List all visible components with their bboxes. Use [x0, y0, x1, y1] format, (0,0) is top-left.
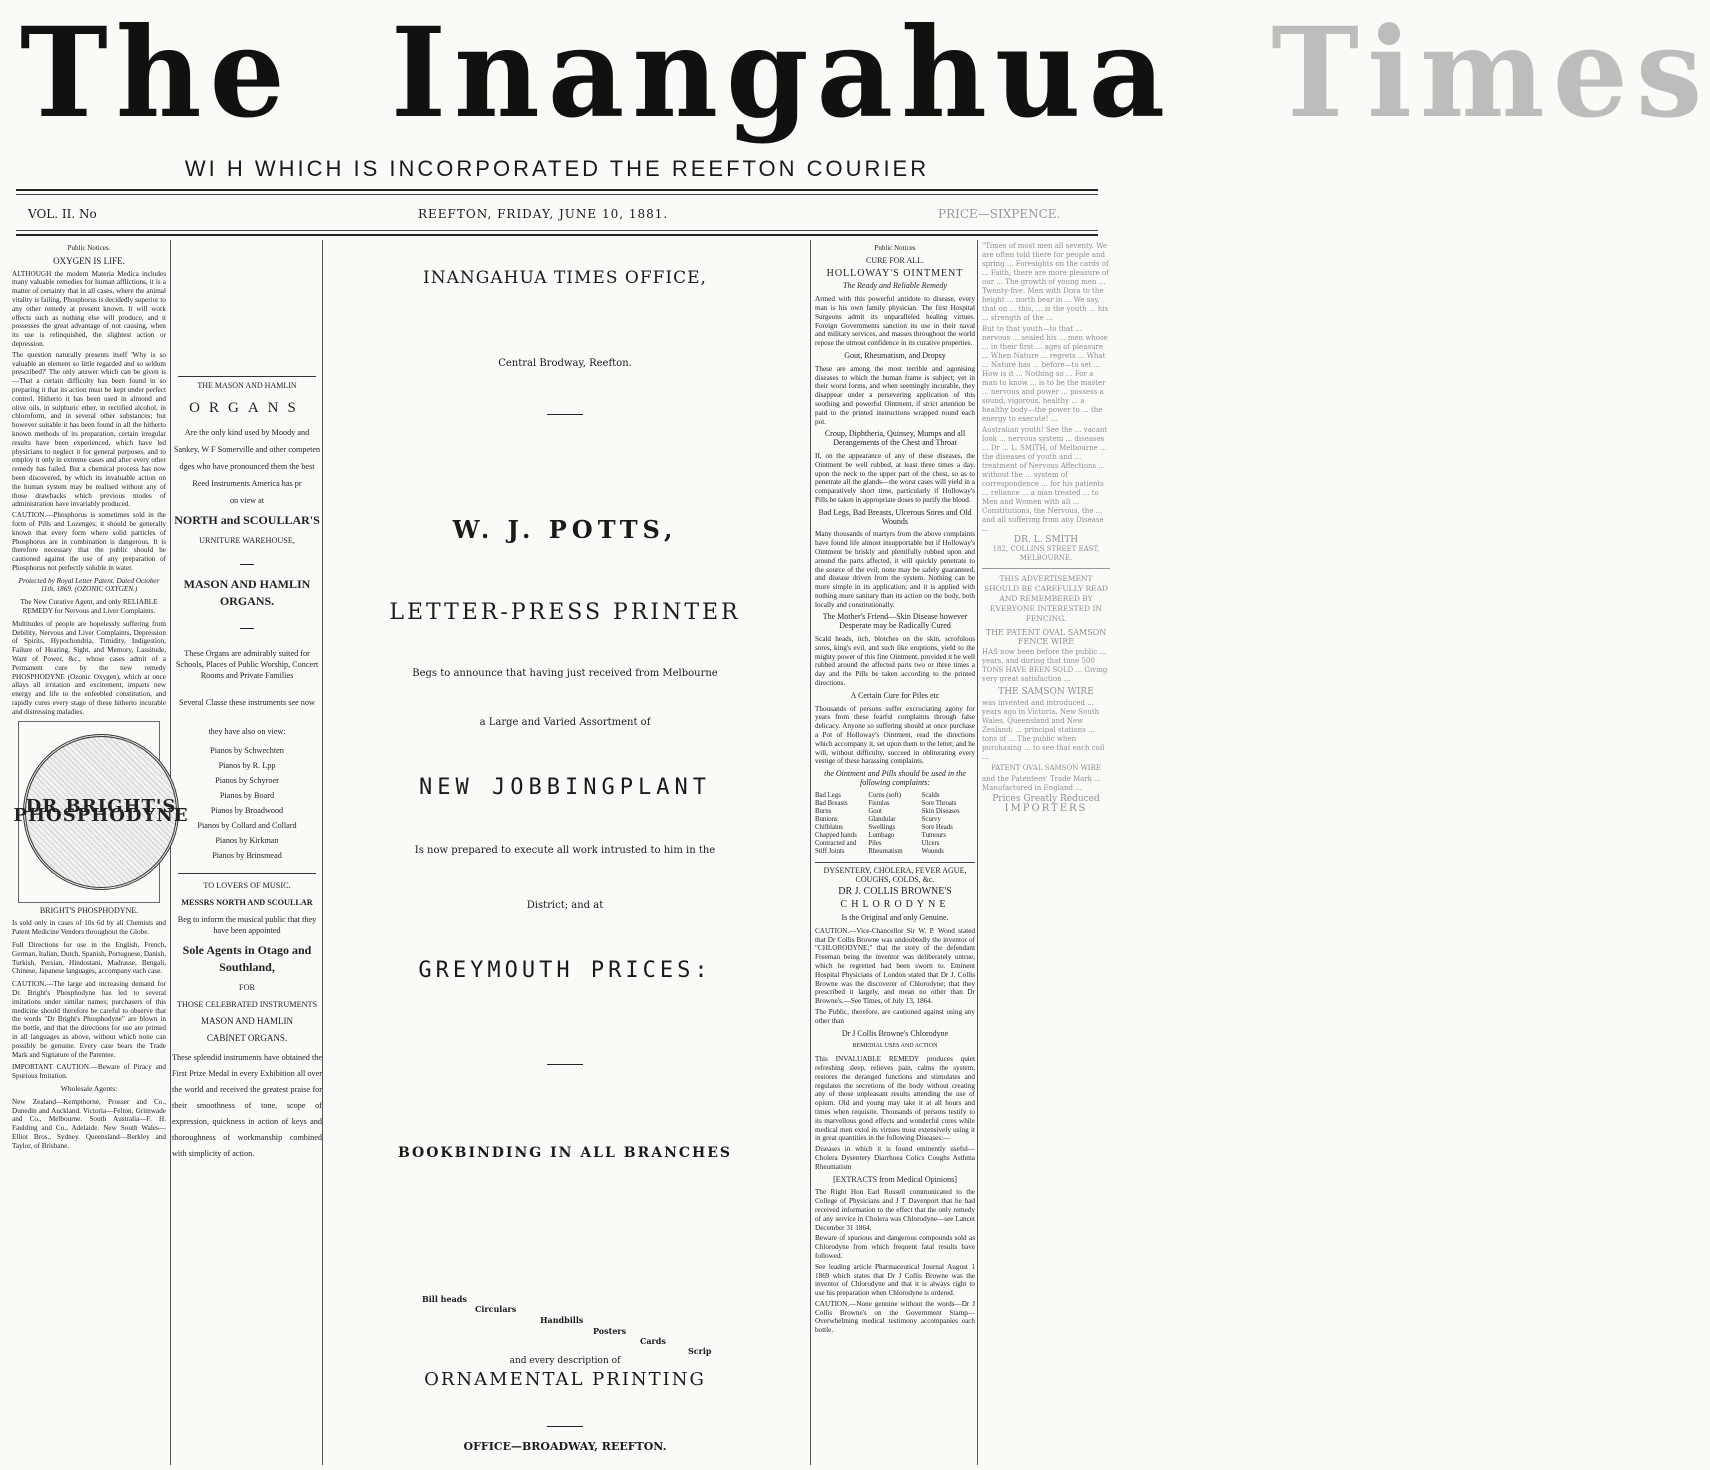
column-faded-right — [982, 240, 1110, 1465]
complaint-item: Bad Breasts — [815, 799, 848, 807]
complaint-item: Stiff Joints — [815, 847, 845, 855]
complaints-table — [815, 792, 975, 856]
title-word-times: Times — [1271, 0, 1710, 146]
ad-text: District; and at — [526, 900, 604, 911]
public-notices-label: Public Notices. — [67, 244, 111, 252]
chlorodyne-paragraph: The Right Hon Earl Russell communicated to the College of Physicians and J T Davenport that he had received information to the effect that the only remedy of any service in Cholera was Chlorodyne—see Lancet December 31 1864. — [815, 1188, 975, 1232]
column-phosphodyne — [12, 240, 189, 1465]
bright-heading: BRIGHT'S PHOSPHODYNE. — [39, 905, 139, 915]
newspaper-title — [20, 0, 1710, 146]
faded-paragraph: Australian youth! See the ... vacant look ... nervous system ... diseases ... Dr ... L. SMITH, of Melbourne ... the diseases of youth and ... treatment of Nervous Affections ... without the ... system of correspondence ... for his patients ... reliance ... a man treated ... to Men and Women with all ... Constitutions, the Nervous, the ... and all suffering from any Disease ... — [982, 426, 1108, 533]
print-item: Posters — [593, 1326, 627, 1336]
potts-heading: W. J. POTTS, — [452, 515, 678, 544]
column-holloway — [815, 240, 975, 1465]
divider — [240, 628, 254, 629]
caution-paragraph: CAUTION.—Phosphorus is sometimes sold in the form of Pills and Lozenges; it should be generally known that every form where solid particles of Phosphorus are in combination is dangerous. It is therefore necessary that the public should be cautioned against the use of any preparation of Phosphorus not perfectly soluble in water. — [12, 511, 166, 572]
divider — [547, 414, 583, 415]
holloway-paragraph: Thousands of persons suffer excruciating agony for years from these fearful complaints through false delicacy. Anyone so suffering should at once purchase a Pot of Holloway's Ointment, read the directions which accompany it, set upon them to the letter, and he will, without difficulty, succeed in obliterating every vestige of these harassing complaints. — [815, 704, 975, 766]
complaint-item: Sore Throats — [921, 799, 957, 807]
faded-paragraph: HAS now been before the public ... years, and during that time 500 TONS HAVE BEEN SOLD ... Giving very great satisfaction ... — [982, 648, 1108, 683]
messrs-heading: MESSRS NORTH AND SCOULLAR — [181, 898, 313, 907]
remedy-subheading: The Ready and Reliable Remedy — [843, 281, 947, 291]
dysentery-heading: DYSENTERY, CHOLERA, FEVER AGUE, COUGHS, COLDS, &c. — [823, 865, 967, 884]
fence-advert-heading: THIS ADVERTISEMENT SHOULD BE CAREFULLY READ AND REMEMBERED BY EVERYONE INTERESTED IN FENCING. — [983, 574, 1109, 623]
organ-text: Sankey, W F Somerville and other competen — [173, 445, 321, 454]
piano-item: Pianos by R. Lpp — [218, 761, 276, 770]
oxygen-paragraph: ALTHOUGH the modern Materia Medica includes many valuable remedies for human afflictions, it is a matter of certainty that in all cases, where the animal vitality is failing, Phosphorus is decidedly superior to any other remedy at present known. It will work effects such as nothing else will produce, and it possesses the great advantage of not causing, when its use is relinquished, the slightest action or depression. — [12, 269, 166, 348]
ornamental-heading: ORNAMENTAL PRINTING — [424, 1369, 706, 1390]
mother-heading: The Mother's Friend—Skin Disease however Desperate may be Radically Cured — [822, 612, 968, 631]
organs-heading: ORGANS — [189, 400, 305, 416]
masthead-rule-bottom-thick — [16, 234, 1098, 236]
holloway-paragraph: Armed with this powerful antidote to disease, every man is his own family physician. The first Hospital Surgeons admit its unparalleled healing virtues. Foreign Governments sanction its use in their naval and military services, and masses throughout the world repose the utmost confidence in its curative properties. — [815, 295, 975, 348]
complaint-item: Bad Legs — [815, 791, 841, 799]
ad-text: Begs to announce that having just received from Melbourne — [412, 668, 718, 679]
piano-item: Pianos by Board — [219, 791, 275, 800]
holloway-paragraph: If, on the appearance of any of these diseases, the Ointment be well rubbed, at least three times a day, upon the neck to the upper part of the chest, so as to penetrate all the glands—the worst cases will yield in a comparatively short time, particularly if Holloway's Pills be taken in appropriate doses to purify the blood. — [815, 451, 975, 504]
complaint-item: Burns — [815, 807, 832, 815]
masthead — [0, 0, 1710, 240]
newspaper-subtitle: WI H WHICH IS INCORPORATED THE REEFTON COURIER — [184, 156, 930, 181]
chlorodyne-paragraph: CAUTION.—Vice-Chancellor Sir W. P. Wood stated that Dr Collis Browne was undoubtedly the inventor of "CHLORODYNE;" that the story of the defendant Freeman being the inventor was deliberately untrue, which he regretted had been sworn to. Eminent Hospital Physicians of London stated that Dr J. Collis Browne was the discoverer of Chlorodyne; that they prescribed it largely, and mean no other than Dr Browne's.—See Times, of July 13, 1864. — [815, 926, 975, 1006]
organ-text: These Organs are admirably suited for Schools, Places of Public Worship, Concert Rooms and Private Families — [175, 649, 319, 680]
faded-paragraph: "Times of most men all seventy. We are often told there for people and spring ... Foresights on the cards of ... Faith, there are more pleasure of our ... The growth of young men ... Twenty-five. Men with Dora to the height ... north bear in ... We say, that on ... this, ... is the youth ... his ... strength of the ... — [982, 242, 1109, 322]
phosphodyne-intro: The New Curative Agent, and only RELIABLE REMEDY for Nervous and Liver Complaints. — [20, 598, 158, 616]
chlorodyne-paragraph: Beware of spurious and dangerous compounds sold as Chlorodyne from which frequent fatal results have followed. — [815, 1234, 975, 1260]
print-item: Cards — [640, 1336, 666, 1346]
collis-browne-heading: DR J. COLLIS BROWNE'S — [838, 886, 952, 898]
uses-subheading: REMEDIAL USES AND ACTION — [852, 1043, 938, 1050]
divider — [547, 1426, 583, 1427]
samson-heading: THE PATENT OVAL SAMSON FENCE WIRE — [985, 628, 1107, 646]
divider — [240, 564, 254, 565]
phosphodyne-seal-icon — [13, 734, 189, 890]
holloway-heading: HOLLOWAY'S OINTMENT — [826, 267, 964, 279]
organ-text: dges who have pronounced them the best — [179, 462, 315, 471]
piano-item: Pianos by Brinsmead — [212, 851, 282, 860]
organ-text: they have also on view: — [208, 727, 286, 736]
ad-rule — [178, 873, 316, 874]
complaint-item: Chilblains — [815, 823, 843, 831]
column-organs — [172, 376, 322, 1376]
chlorodyne-paragraph: The Public, therefore, are cautioned against using any other than — [815, 1007, 975, 1025]
piles-heading: A Certain Cure for Piles etc — [850, 690, 940, 700]
complaint-item: Bunions — [815, 815, 838, 823]
chlorodyne-paragraph: CAUTION.—None genuine without the words—Dr J Collis Browne's on the Government Stamp—Overwhelming medical testimony accompanies each bottle. — [815, 1299, 975, 1335]
organ-text: on view at — [229, 496, 265, 505]
organ-text: FOR — [239, 983, 255, 992]
holloway-paragraph: These are among the most terrible and agonising diseases to which the human frame is subject; yet in their worst forms, and when seemingly incurable, they disappear under a persevering application of this soothing and powerful Ointment, if strict attention be paid to the printed instructions wrapped round each pot. — [815, 364, 975, 426]
print-item: Bill heads — [422, 1294, 467, 1304]
public-notices-label: Public Notices — [874, 244, 916, 252]
cure-heading: CURE FOR ALL. — [865, 255, 924, 265]
mason-hamlin-heading: MASON AND HAMLIN — [200, 1016, 293, 1026]
smith-heading: DR. L. SMITH — [1013, 535, 1079, 545]
office-broadway: OFFICE—BROADWAY, REEFTON. — [463, 1440, 667, 1453]
chlorodyne-paragraph: See leading article Pharmaceutical Journal August 1 1869 which states that Dr J Collis Browne was the inventor of Chlorodyne and that it is always right to use his preparation when Chlorodyne is ordered. — [815, 1262, 975, 1298]
column-divider — [810, 240, 811, 1465]
holloway-paragraph: Many thousands of martyrs from the above complaints have found life almost insupportable but if Holloway's Ointment be briskly and plentifully rubbed upon and around the parts affected, it will quickly penetrate to the source of the evil; none may be safely guaranteed, and disease driven from the system. Nothing can be more simple in its application; and it is applied with nothing more sanitary than its action on the body, both locally and constitutionally. — [815, 530, 975, 609]
column-divider — [170, 240, 171, 1465]
extracts-heading: [EXTRACTS from Medical Opinions] — [833, 1174, 957, 1184]
complaint-item: Scurvy — [921, 815, 941, 823]
piano-item: Pianos by Schyroer — [215, 776, 279, 785]
ad-text: Is now prepared to execute all work intrusted to him in the — [414, 845, 716, 856]
complaint-item: Piles — [868, 839, 882, 847]
faded-paragraph: was invented and introduced ... years ago in Victoria, New South Wales, Queensland and New Zealand; ... principal stations ... tons of ... The public when purchasing ... to see that each coil ... — [982, 699, 1105, 761]
title-word-the: The — [20, 0, 293, 146]
complaint-item: Skin Diseases — [921, 807, 960, 815]
print-item: Scrip — [688, 1346, 712, 1356]
column-divider — [977, 240, 978, 1465]
complaint-item: Contracted and — [815, 839, 857, 847]
ad-text: and every description of — [509, 1356, 621, 1366]
mason-hamlin-heading: THE MASON AND HAMLIN — [197, 381, 297, 390]
chlorodyne-paragraph: This INVALUABLE REMEDY produces quiet refreshing sleep, relieves pain, calms the system, restores the deranged functions and stimulates and regulates the secretions of the body without creating any of those unpleasant results attending the use of opium. Old and young may take it at all hours and times when requisite. Thousands of persons testify to its marvellous good effects and wonderful cures while medical men extol its virtues most extensively using it in great quantities in the following Diseases:— — [815, 1055, 975, 1143]
organ-text: Are the only kind used by Moody and — [184, 428, 310, 437]
print-item: Circulars — [475, 1304, 517, 1314]
mason-hamlin-organs: MASON AND HAMLIN ORGANS. — [183, 577, 311, 608]
caution-paragraph: CAUTION.—The large and increasing demand for Dr. Bright's Phosphodyne has led to several imitations under similar names; purchasers of this medicine should therefore be careful to observe that the words "Dr Bright's Phosphodyne" are blown in the bottle, and that the directions for use are printed in all languages as above, without which none can possibly be genuine. Every case bears the Trade Mark and Signature of the Patentee. — [12, 980, 166, 1059]
office-address: Central Brodway, Reefton. — [498, 358, 632, 369]
complaint-item: Rheumatism — [868, 847, 903, 855]
price: PRICE—SIXPENCE. — [938, 207, 1061, 221]
legs-heading: Bad Legs, Bad Breasts, Ulcerous Sores and Old Wounds — [818, 507, 972, 526]
original-note: Is the Original and only Genuine. — [841, 913, 949, 923]
complaint-item: Gout — [868, 807, 882, 815]
smith-address: 182, COLLINS STREET EAST, MELBOURNE. — [992, 545, 1100, 562]
divider — [547, 1064, 583, 1065]
holloway-paragraph: Scald heads, itch, blotches on the skin, scrofulous sores, king's evil, and such like eruptions, yield to the mighty power of this fine Ointment, provided it be well rubbed around the affected parts two or three times a day and the Pills be taken according to the printed directions. — [815, 635, 975, 688]
piano-item: Pianos by Schwechten — [210, 746, 284, 755]
patent-notice: Protected by Royal Letter Patent. Dated October 11th, 1869. (OZONIC OXYGEN.) — [18, 576, 160, 594]
dateline: REEFTON, FRIDAY, JUNE 10, 1881. — [418, 207, 669, 221]
complaint-item: Scalds — [921, 791, 940, 799]
cabinet-organs-heading: CABINET ORGANS. — [206, 1033, 288, 1043]
masthead-rule-top-thin — [16, 194, 1098, 195]
jobbing-plant-heading: NEW JOBBINGPLANT — [419, 775, 711, 800]
faded-paragraph: and the Patentees' Trade Mark ... Manufactured in England ... — [982, 775, 1101, 792]
bookbinding-heading: BOOKBINDING IN ALL BRANCHES — [397, 1145, 733, 1161]
prices-heading: Prices Greatly Reduced — [992, 794, 1100, 804]
trade-mark-box — [13, 721, 189, 903]
masthead-rule-bottom — [16, 230, 1098, 231]
croup-heading: Croup, Diphtheria, Quinsey, Mumps and all Derangements of the Chest and Throat — [824, 429, 966, 448]
lovers-heading: TO LOVERS OF MUSIC. — [203, 881, 291, 890]
print-item: Handbills — [540, 1315, 584, 1325]
masthead-rule-top — [16, 189, 1098, 191]
complaint-item: Chapped hands — [815, 831, 857, 839]
importers-heading: IMPORTERS — [1004, 803, 1088, 814]
complaints-heading: the Ointment and Pills should be used in the following complaints: — [824, 769, 966, 788]
piano-item: Pianos by Collard and Collard — [197, 821, 297, 830]
complaint-item: Lumbago — [868, 831, 895, 839]
organ-text: Beg to inform the musical public that they have been appointed — [177, 915, 317, 935]
sole-agents-heading: Sole Agents in Otago and Southland, — [182, 943, 312, 974]
important-caution: IMPORTANT CAUTION.—Beware of Piracy and Spurious Imitation. — [12, 1063, 166, 1081]
office-heading: INANGAHUA TIMES OFFICE, — [423, 268, 707, 288]
printer-heading: LETTER-PRESS PRINTER — [389, 600, 741, 625]
seal-text: DR BRIGHT'S PHOSPHODYNE — [13, 795, 189, 826]
organ-text: THOSE CELEBRATED INSTRUMENTS — [176, 1000, 318, 1009]
oxygen-paragraph: The question naturally presents itself 'Why is so valuable an element so little regarded and so seldom prescribed?' The only answer which can be given is—That a certain difficulty has been found in so preparing it that its action must be kept under perfect control. Hitherto it has been used in almond and olive oils, in sulphuric ether, in rectified alcohol, in chloroform, and in several other substances; but however suitable it has been found in all the hitherto known methods of its preparation, certain irregular results have been experienced, which have led physicians to neglect it for general purposes, and to employ it only in extreme cases and after every other remedy has failed. But a chemical process has now been discovered, by which its invaluable action on the human system may be realised without any of those drawbacks which previous modes of administration have invariably produced. — [12, 350, 166, 509]
complaint-item: Corns (soft) — [868, 791, 901, 799]
organ-text: Reed Instruments America has pr — [192, 479, 302, 488]
volume-number: VOL. II. No — [28, 207, 97, 221]
furniture-warehouse: URNITURE WAREHOUSE, — [199, 536, 295, 545]
greymouth-heading: GREYMOUTH PRICES: — [418, 958, 712, 983]
complaint-item: Fistulas — [868, 799, 890, 807]
ad-rule — [982, 568, 1110, 569]
organ-text: These splendid instruments have obtained the First Prize Medal in every Exhibition all over the world and received the greatest praise for their smoothness of tone, scope of expression, quickness in action of keys and thoroughness of workmanship combined with simplicity of action. — [172, 1053, 322, 1158]
chlorodyne-heading: CHLORODYNE — [840, 899, 950, 911]
phosphodyne-paragraph: Multitudes of people are hopelessly suffering from Debility, Nervous and Liver Complaints, Depression of Spirits, Hypochondria, Timidity, Indigestion, Failure of Hearing, Sight, and Memory, Lassitude, Want of Power, &c., whose cases admit of a Permanent cure by the new remedy PHOSPHODYNE (Ozonic Oxygen), which at once allays all irritation and excitement, imparts new energy and life to the enfeebled constitution, and rapidly cures every stage of these hitherto incurable and distressing maladies. — [12, 619, 166, 716]
complaint-item: Ulcers — [921, 839, 940, 847]
complaint-item: Tumours — [921, 831, 946, 839]
chlorodyne-paragraph: Diseases in which it is found eminently useful—Cholera Dysentery Diarrhoea Colics Coughs Asthma Rheumatism — [815, 1145, 975, 1171]
ad-text: a Large and Varied Assortment of — [479, 717, 651, 728]
north-scoullar-heading: NORTH and SCOULLAR'S — [174, 513, 320, 527]
agents-list: New Zealand—Kempthorne, Prosser and Co., Dunedin and Auckland. Victoria—Felton, Grimwade and Co., Melbourne. South Australia—F. H. Faulding and Co., Adelaide. New South Wales—Elliot Bros., Sydney. Queensland—Berkley and Taylor, of Brisbane. — [12, 1097, 166, 1150]
piano-item: Pianos by Broadwood — [210, 806, 284, 815]
complaint-item: Glandular — [868, 815, 896, 823]
oxygen-heading: OXYGEN IS LIFE. — [53, 255, 125, 266]
title-word-inangahua: Inangahua — [390, 0, 1174, 146]
complaint-item: Sore Heads — [921, 823, 953, 831]
chlorodyne-subheading: Dr J Collis Browne's Chlorodyne — [841, 1028, 949, 1038]
patent-heading: PATENT OVAL SAMSON WIRE — [991, 764, 1101, 772]
ad-rule — [815, 862, 975, 863]
piano-item: Pianos by Kirkman — [215, 836, 279, 845]
faded-paragraph: But to that youth—to that ... nervous ... sealed his ... men whose ... in their first ... ages of pleasure ... When Nature ... regrets ... What ... Nature has ... before—to set ... How is it ... Nothing so ... For a man to know ... is to be the master ... nervous and power ... possess a sound, vigorous, healthy ... a healthy body—the power to ... the energy to execute! ... — [982, 325, 1108, 423]
directions-paragraph: Full Directions for use in the English, French, German, Italian, Dutch, Spanish, Portuguese, Danish, Turkish, Persian, Hindostani, Madrasse, Bengali, Chinese, Japanese languages, accompany each case. — [12, 941, 166, 976]
gout-heading: Gout, Rheumatism, and Dropsy — [844, 350, 946, 360]
pianos-list — [172, 743, 322, 863]
ad-rule — [178, 376, 316, 377]
complaint-item: Swellings — [868, 823, 896, 831]
sold-paragraph: Is sold only in cases of 10s 6d by all Chemists and Patent Medicine Vendors throughout the Globe. — [12, 919, 166, 937]
complaint-item: Wounds — [921, 847, 944, 855]
agents-heading: Wholesale Agents: — [60, 1083, 118, 1093]
organ-text: Several Classe these instruments see now — [179, 698, 315, 707]
samson-wire-heading: THE SAMSON WIRE — [998, 687, 1094, 697]
